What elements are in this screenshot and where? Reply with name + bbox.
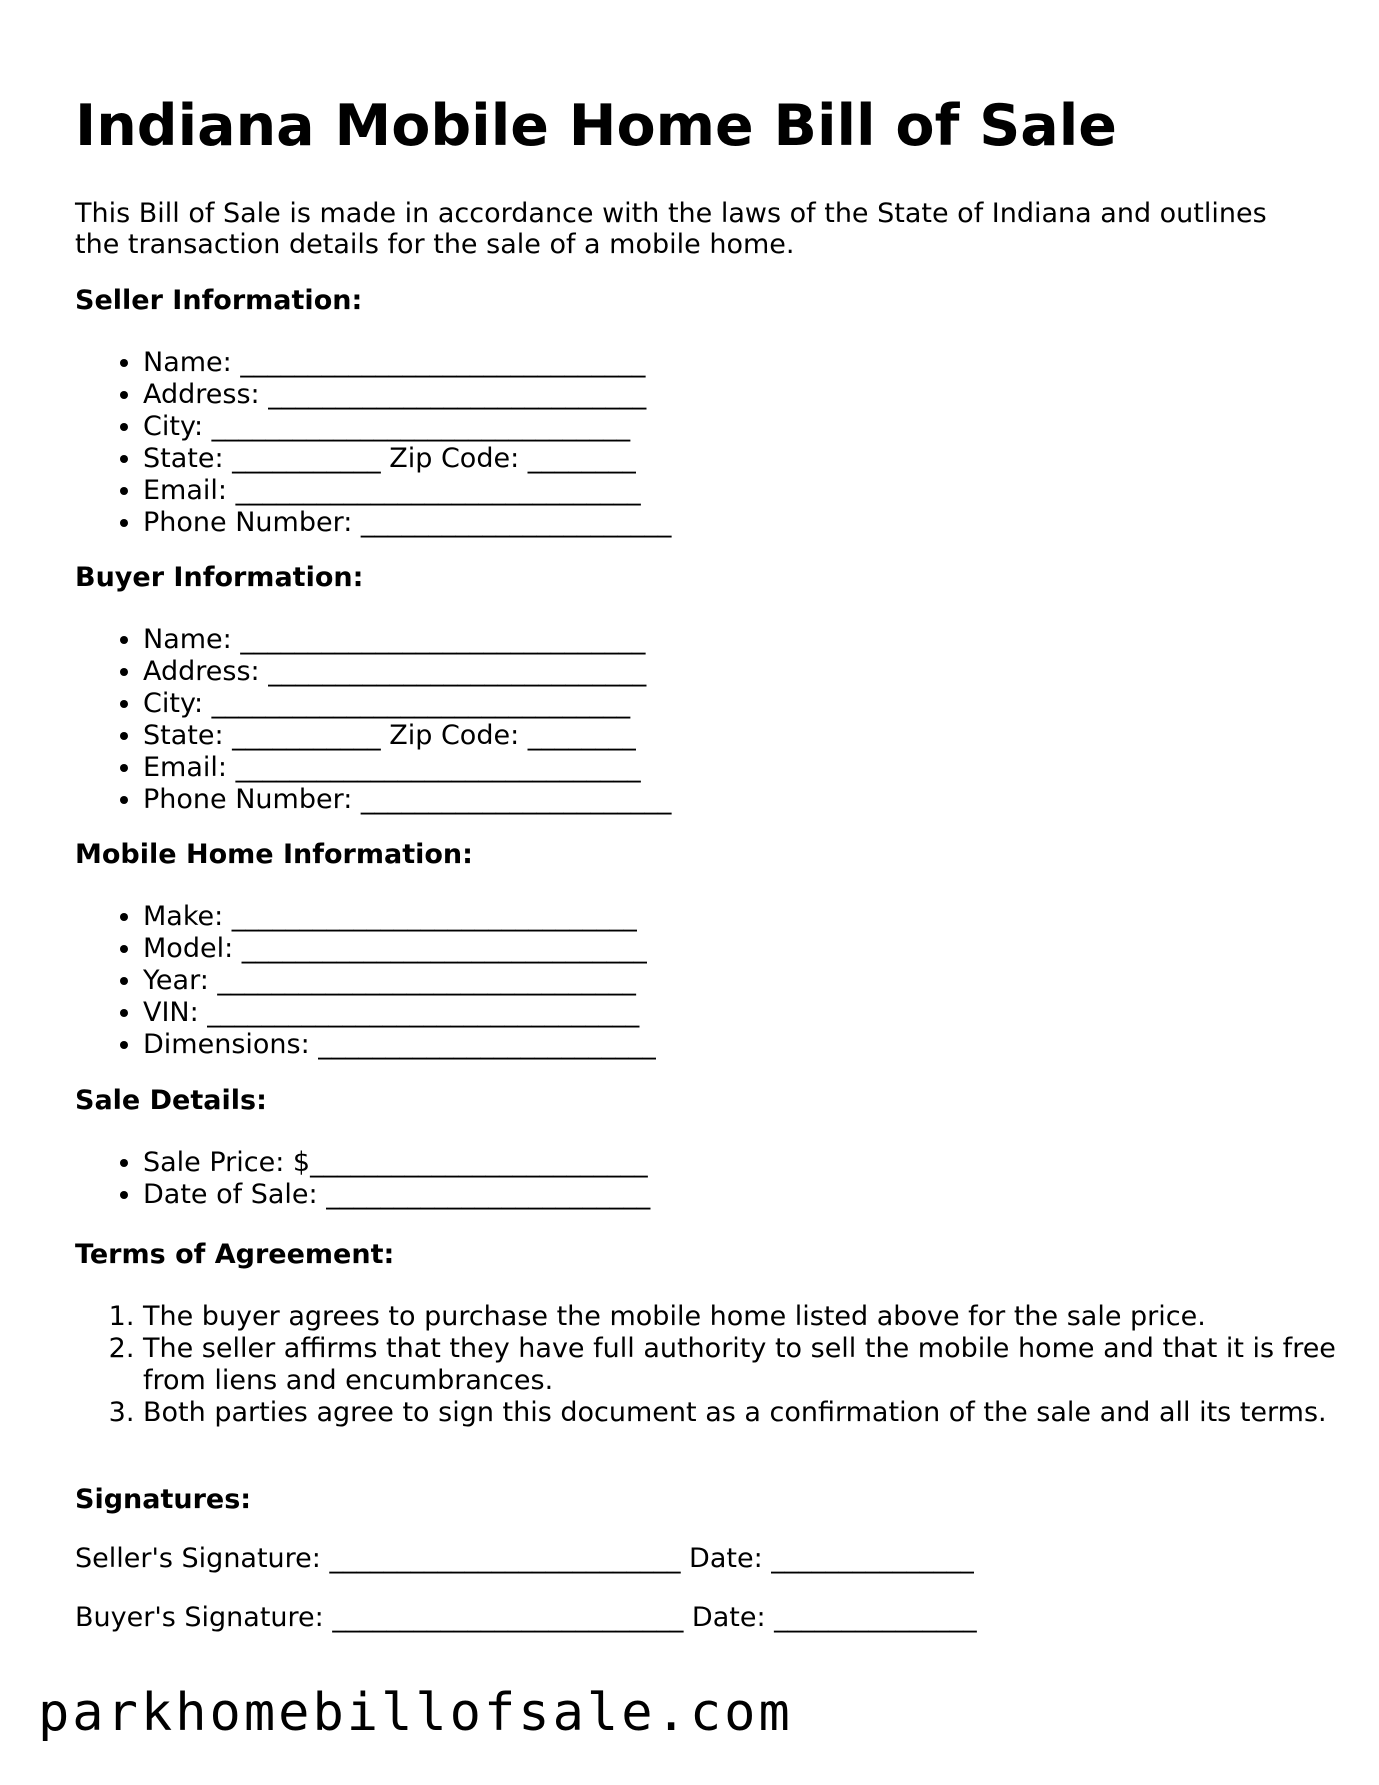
buyer-heading: Buyer Information:	[75, 562, 364, 593]
buyer-address-field[interactable]: • Address: ____________________________	[143, 656, 671, 688]
seller-name-field[interactable]: • Name: ______________________________	[143, 347, 671, 379]
buyer-field-list	[75, 624, 671, 816]
year-field[interactable]: • Year: _______________________________	[143, 965, 656, 997]
buyer-city-field[interactable]: • City: _______________________________	[143, 688, 671, 720]
vin-field[interactable]: • VIN: ________________________________	[143, 997, 656, 1029]
seller-state-zip-field[interactable]: • State: ___________ Zip Code: ________	[143, 443, 671, 475]
dimensions-field[interactable]: • Dimensions: _________________________	[143, 1029, 656, 1061]
buyer-phone-field[interactable]: • Phone Number: _______________________	[143, 784, 671, 816]
seller-address-field[interactable]: • Address: ____________________________	[143, 379, 671, 411]
sale-details-heading: Sale Details:	[75, 1085, 267, 1116]
model-field[interactable]: • Model: ______________________________	[143, 933, 656, 965]
document-title: Indiana Mobile Home Bill of Sale	[75, 93, 1117, 159]
sale-price-field[interactable]: • Sale Price: $_________________________	[143, 1147, 650, 1179]
mobile-home-heading: Mobile Home Information:	[75, 839, 473, 870]
seller-heading: Seller Information:	[75, 285, 363, 316]
seller-phone-field[interactable]: • Phone Number: _______________________	[143, 507, 671, 539]
buyer-signature-line[interactable]: Buyer's Signature: __________________________ Date: _______________	[75, 1602, 977, 1633]
term-item: 3. Both parties agree to sign this document as a confirmation of the sale and all its terms.	[143, 1397, 1343, 1429]
buyer-state-zip-field[interactable]: • State: ___________ Zip Code: ________	[143, 720, 671, 752]
terms-heading: Terms of Agreement:	[75, 1239, 395, 1270]
signatures-heading: Signatures:	[75, 1484, 252, 1515]
seller-signature-line[interactable]: Seller's Signature: __________________________ Date: _______________	[75, 1543, 974, 1574]
term-item: 2. The seller affirms that they have full authority to sell the mobile home and that it is free from liens and encumbrances.	[143, 1333, 1343, 1397]
mobile-home-field-list	[75, 901, 656, 1061]
seller-email-field[interactable]: • Email: ______________________________	[143, 475, 671, 507]
terms-list	[75, 1301, 1343, 1429]
site-watermark: parkhomebillofsale.com	[38, 1683, 793, 1743]
date-of-sale-field[interactable]: • Date of Sale: ________________________	[143, 1179, 650, 1211]
buyer-email-field[interactable]: • Email: ______________________________	[143, 752, 671, 784]
seller-field-list	[75, 347, 671, 539]
intro-paragraph: This Bill of Sale is made in accordance with the laws of the State of Indiana and outlines the transaction details for the sale of a mobile home.	[75, 198, 1267, 260]
make-field[interactable]: • Make: ______________________________	[143, 901, 656, 933]
term-item: 1. The buyer agrees to purchase the mobile home listed above for the sale price.	[143, 1301, 1343, 1333]
sale-details-list	[75, 1147, 650, 1211]
buyer-name-field[interactable]: • Name: ______________________________	[143, 624, 671, 656]
seller-city-field[interactable]: • City: _______________________________	[143, 411, 671, 443]
